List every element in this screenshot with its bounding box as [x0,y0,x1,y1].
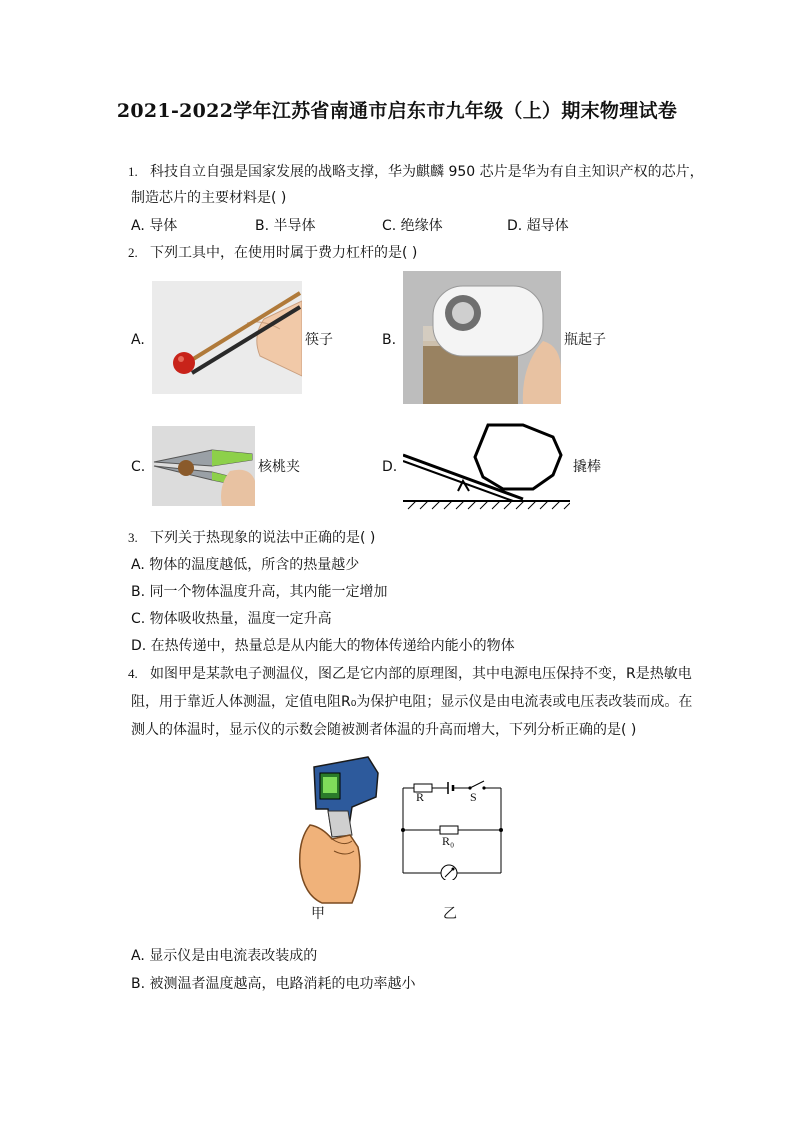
bottle-opener-image [403,271,561,404]
q3-option-d: D. 在热传递中，热量总是从内能大的物体传递给内能小的物体 [131,638,515,654]
q2-option-a-label: 筷子 [305,332,333,348]
q2-option-a-letter: A. [131,332,145,348]
q4-option-a: A. 显示仪是由电流表改装成的 [131,948,318,964]
circuit-s-label: S [470,790,477,804]
figure-jia-label: 甲 [311,906,325,922]
q1-stem-line2: 制造芯片的主要材料是( ) [131,190,287,206]
q2-option-d-letter: D. [382,459,398,475]
page-title: 2021-2022学年江苏省南通市启东市九年级（上）期末物理试卷 [116,100,678,122]
circuit-diagram [398,776,506,880]
q4-number: 4. [128,666,138,681]
q2-option-d-label: 撬棒 [573,459,601,475]
q3-stem: 下列关于热现象的说法中正确的是( ) [150,530,376,546]
q2-option-c-letter: C. [131,459,146,475]
circuit-r0-label: R₀ [442,834,455,848]
q2-option-b-label: 瓶起子 [564,332,606,348]
q3-number: 3. [128,530,138,545]
q4-stem-line3: 测人的体温时，显示仪的示数会随被测者体温的升高而增大，下列分析正确的是( ) [131,722,637,738]
q2-number: 2. [128,245,138,260]
chopsticks-image [152,281,302,394]
nutcracker-image [152,426,255,506]
q2-stem: 下列工具中，在使用时属于费力杠杆的是( ) [150,245,418,261]
q4-option-b: B. 被测温者温度越高，电路消耗的电功率越小 [131,976,416,992]
q3-option-c: C. 物体吸收热量，温度一定升高 [131,611,332,627]
q3-option-b: B. 同一个物体温度升高，其内能一定增加 [131,584,388,600]
q1-number: 1. [128,164,138,179]
q4-stem-line1: 如图甲是某款电子测温仪，图乙是它内部的原理图，其中电源电压保持不变，R是热敏电 [150,666,692,682]
circuit-r-label: R [416,790,425,804]
q2-option-c-label: 核桃夹 [258,459,300,475]
q2-option-b-letter: B. [382,332,397,348]
thermometer-gun-image [292,755,382,905]
q1-option-b: B. 半导体 [255,218,316,234]
figure-yi-label: 乙 [443,906,457,922]
crowbar-image [403,417,570,510]
q3-option-a: A. 物体的温度越低，所含的热量越少 [131,557,360,573]
q4-stem-line2: 阻，用于靠近人体测温，定值电阻R₀为保护电阻；显示仪是由电流表或电压表改装而成。在 [131,694,693,710]
q1-option-a: A. 导体 [131,218,178,234]
q1-option-c: C. 绝缘体 [382,218,443,234]
q1-stem-line1: 科技自立自强是国家发展的战略支撑，华为麒麟 950 芯片是华为有自主知识产权的芯片， [150,164,704,180]
q1-option-d: D. 超导体 [507,218,569,234]
